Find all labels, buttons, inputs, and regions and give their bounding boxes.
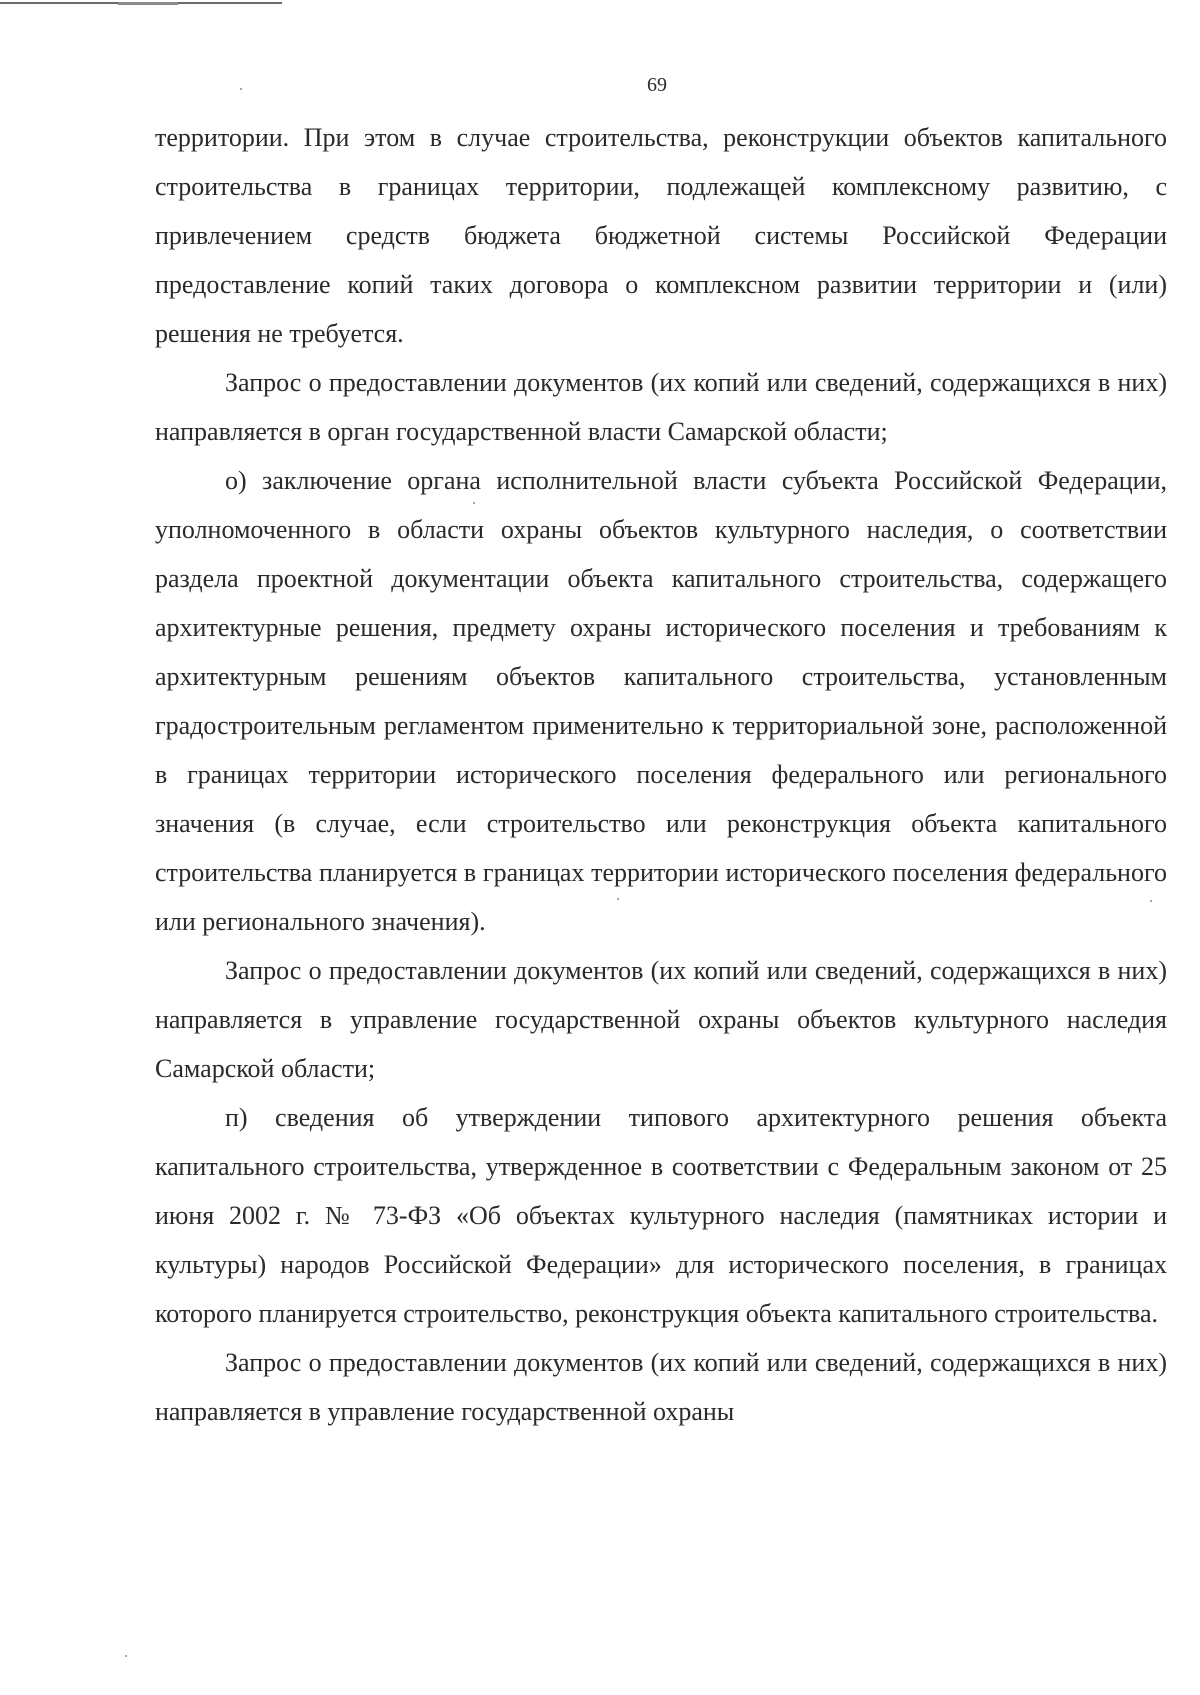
scan-edge-line-accent	[118, 2, 178, 5]
paragraph: Запрос о предоставлении документов (их копий или сведений, содержащихся в них) направляется в орган государственной власти Самарской области;	[155, 368, 1167, 446]
paragraph: территории. При этом в случае строительства, реконструкции объектов капитального строительства в границах территории, подлежащей комплексному развитию, с привлечением средств бюджета бюджетной системы Российской Федерации предоставление копий таких договора о комплексном развитии территории и (или) решения не требуется.	[155, 123, 1167, 348]
scan-speck	[125, 1655, 127, 1657]
paragraph: Запрос о предоставлении документов (их копий или сведений, содержащихся в них) направляется в управление государственной охраны	[155, 1348, 1167, 1426]
body-text	[155, 113, 1167, 1436]
paragraph: о) заключение органа исполнительной власти субъекта Российской Федерации, уполномоченного в области охраны объектов культурного наследия, о соответствии раздела проектной документации объекта капитального строительства, содержащего архитектурные решения, предмету охраны исторического поселения и требованиям к архитектурным решениям объектов капитального строительства, установленным градостроительным регламентом применительно к территориальной зоне, расположенной в границах территории исторического поселения федерального или регионального значения (в случае, если строительство или реконструкция объекта капитального строительства планируется в границах территории исторического поселения федерального или регионального значения).	[155, 466, 1167, 936]
page-number: 69	[647, 74, 667, 96]
paragraph: Запрос о предоставлении документов (их копий или сведений, содержащихся в них) направляется в управление государственной охраны объектов культурного наследия Самарской области;	[155, 956, 1167, 1083]
paragraph: п) сведения об утверждении типового архитектурного решения объекта капитального строительства, утвержденное в соответствии с Федеральным законом от 25 июня 2002 г. № 73-ФЗ «Об объектах культурного наследия (памятниках истории и культуры) народов Российской Федерации» для исторического поселения, в границах которого планируется строительство, реконструкция объекта капитального строительства.	[155, 1103, 1167, 1328]
